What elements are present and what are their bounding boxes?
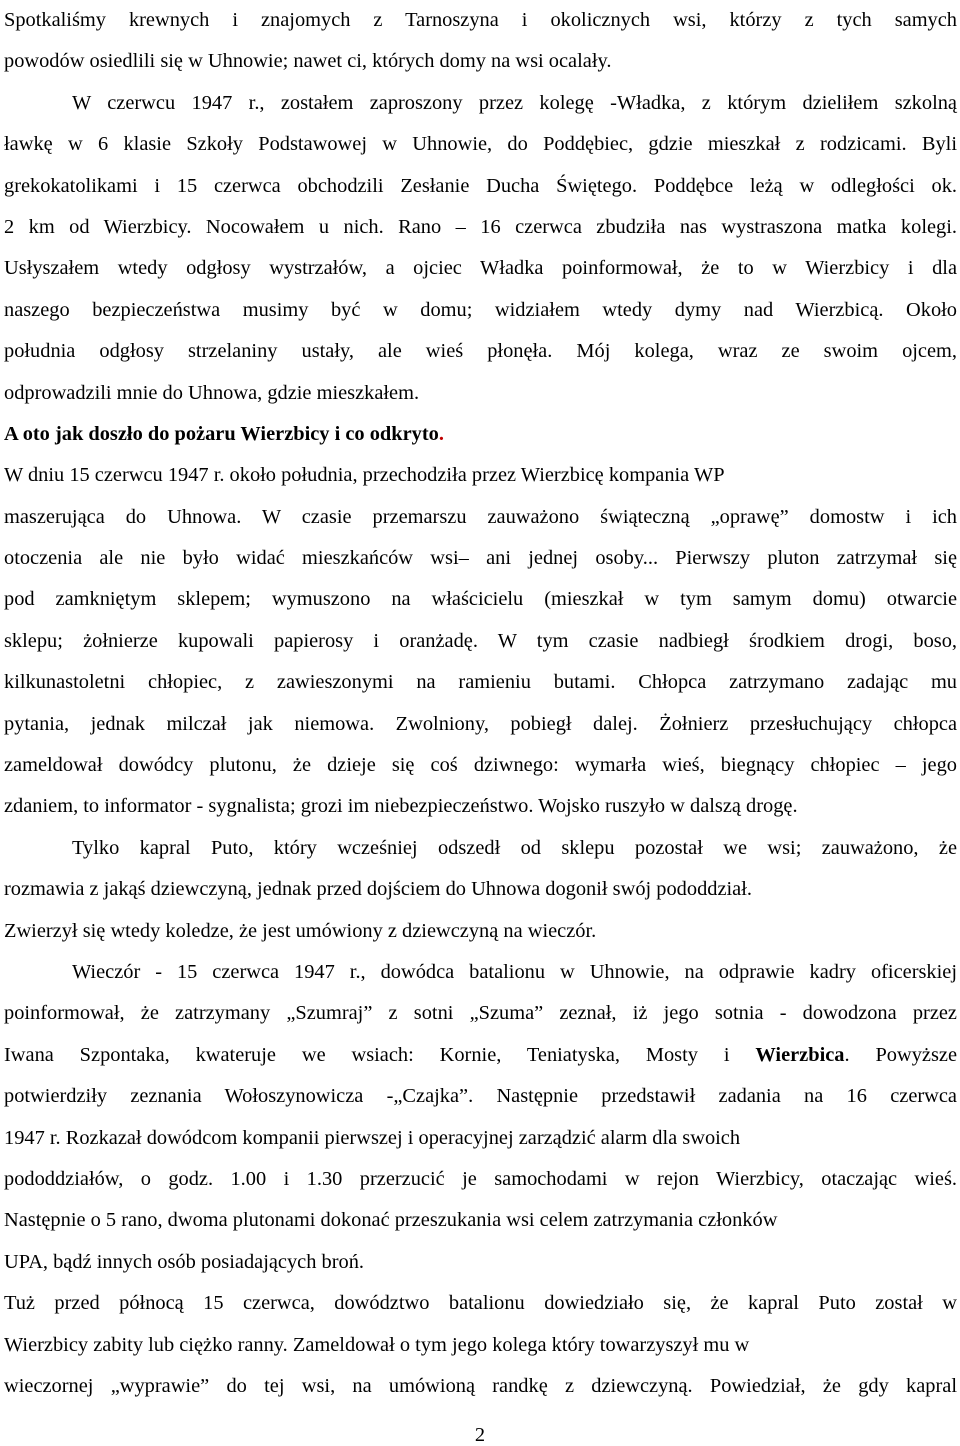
- emphasized-word: Wierzbica: [755, 1043, 845, 1066]
- text-line: pododdziałów, o godz. 1.00 i 1.30 przerzucić je samochodami w rejon Wierzbicy, otaczając wieś.: [4, 1167, 957, 1190]
- text-line: 2 km od Wierzbicy. Nocowałem u nich. Rano – 16 czerwca zbudziła nas wystraszona matka kolegi.: [4, 215, 957, 238]
- text-line: Tuż przed północą 15 czerwca, dowództwo batalionu dowiedziało się, że kapral Puto został w: [4, 1292, 957, 1315]
- text-line: Wierzbicy zabity lub ciężko ranny. Zameldował o tym jego kolega który towarzyszył mu w: [4, 1333, 750, 1356]
- text-line: zdaniem, to informator - sygnalista; grozi im niebezpieczeństwo. Wojsko ruszyło w dalszą drogę.: [4, 795, 798, 818]
- text-line: rozmawia z jakąś dziewczyną, jednak przed dojściem do Uhnowa dogonił swój pododdział.: [4, 878, 752, 901]
- text-line: pod zamkniętym sklepem; wymuszono na właścicielu (mieszkał w tym samym domu) otwarcie: [4, 588, 957, 611]
- text-line: pytania, jednak milczał jak niemowa. Zwolniony, pobiegł dalej. Żołnierz przesłuchujący chłopca: [4, 712, 957, 735]
- text-line: południa odgłosy strzelaniny ustały, ale wieś płonęła. Mój kolega, wraz ze swoim ojcem,: [4, 340, 957, 363]
- text-line: potwierdziły zeznania Wołoszynowicza -„Czajka”. Następnie przedstawił zadania na 16 czerwca: [4, 1085, 957, 1108]
- section-heading: A oto jak doszło do pożaru Wierzbicy i co odkryto: [4, 422, 439, 445]
- text-line: powodów osiedlili się w Uhnowie; nawet ci, których domy na wsi ocalały.: [4, 50, 612, 73]
- text-line: W dniu 15 czerwcu 1947 r. około południa, przechodziła przez Wierzbicę kompania WP: [4, 464, 725, 487]
- text-line: odprowadzili mnie do Uhnowa, gdzie mieszkałem.: [4, 381, 420, 404]
- text-line: otoczenia ale nie było widać mieszkańców wsi– ani jednej osoby... Pierwszy pluton zatrzymał się: [4, 547, 957, 570]
- text-line: UPA, bądź innych osób posiadających broń.: [4, 1250, 364, 1273]
- text-line: wieczornej „wyprawie” do tej wsi, na umówioną randkę z dziewczyną. Powiedział, że gdy kapral: [4, 1374, 957, 1397]
- heading-period: .: [438, 422, 444, 445]
- text-line: naszego bezpieczeństwa musimy być w domu; widziałem wtedy dymy nad Wierzbicą. Około: [4, 298, 957, 321]
- text-line: W czerwcu 1947 r., zostałem zaproszony przez kolegę -Władka, z którym dzieliłem szkolną: [72, 91, 957, 114]
- text-line: maszerująca do Uhnowa. W czasie przemarszu zauważono świąteczną „oprawę” domostw i ich: [4, 505, 957, 528]
- page-number: 2: [474, 1424, 486, 1446]
- document-page: [4, 0, 957, 1407]
- text-line: grekokatolikami i 15 czerwca obchodzili Zesłanie Ducha Świętego. Poddębce leżą w odległości ok.: [4, 174, 957, 197]
- text-line: 1947 r. Rozkazał dowódcom kompanii pierwszej i operacyjnej zarządzić alarm dla swoich: [4, 1126, 741, 1149]
- text-line: Spotkaliśmy krewnych i znajomych z Tarnoszyna i okolicznych wsi, którzy z tych samych: [4, 9, 957, 31]
- text-line: sklepu; żołnierze kupowali papierosy i oranżadę. W tym czasie nadbiegł środkiem drogi, boso,: [4, 629, 957, 652]
- line-text: Iwana Szpontaka, kwateruje we wsiach: Kornie, Teniatyska, Mosty i: [4, 1043, 756, 1066]
- text-line: zameldował dowódcy plutonu, że dzieje się coś dziwnego: wymarła wieś, biegnący chłopiec – jego: [4, 754, 957, 777]
- text-line: [4, 414, 957, 455]
- text-line: Usłyszałem wtedy odgłosy wystrzałów, a ojciec Władka poinformował, że to w Wierzbicy i dla: [4, 257, 957, 280]
- text-line: [4, 1035, 957, 1076]
- text-line: Wieczór - 15 czerwca 1947 r., dowódca batalionu w Uhnowie, na odprawie kadry oficerskiej: [72, 960, 957, 983]
- text-line: Następnie o 5 rano, dwoma plutonami dokonać przeszukania wsi celem zatrzymania członków: [4, 1209, 778, 1232]
- text-line: ławkę w 6 klasie Szkoły Podstawowej w Uhnowie, do Poddębiec, gdzie mieszkał z rodzicami. Byli: [4, 133, 957, 156]
- text-line: Tylko kapral Puto, który wcześniej odszedł od sklepu pozostał we wsi; zauważono, że: [72, 836, 957, 859]
- text-line: poinformował, że zatrzymany „Szumraj” z sotni „Szuma” zeznał, iż jego sotnia - dowodzona przez: [4, 1002, 957, 1025]
- text-line: kilkunastoletni chłopiec, z zawieszonymi na ramieniu butami. Chłopca zatrzymano zadając mu: [4, 671, 957, 694]
- line-text-tail: . Powyższe: [844, 1043, 957, 1066]
- text-line: Zwierzył się wtedy koledze, że jest umówiony z dziewczyną na wieczór.: [4, 919, 597, 942]
